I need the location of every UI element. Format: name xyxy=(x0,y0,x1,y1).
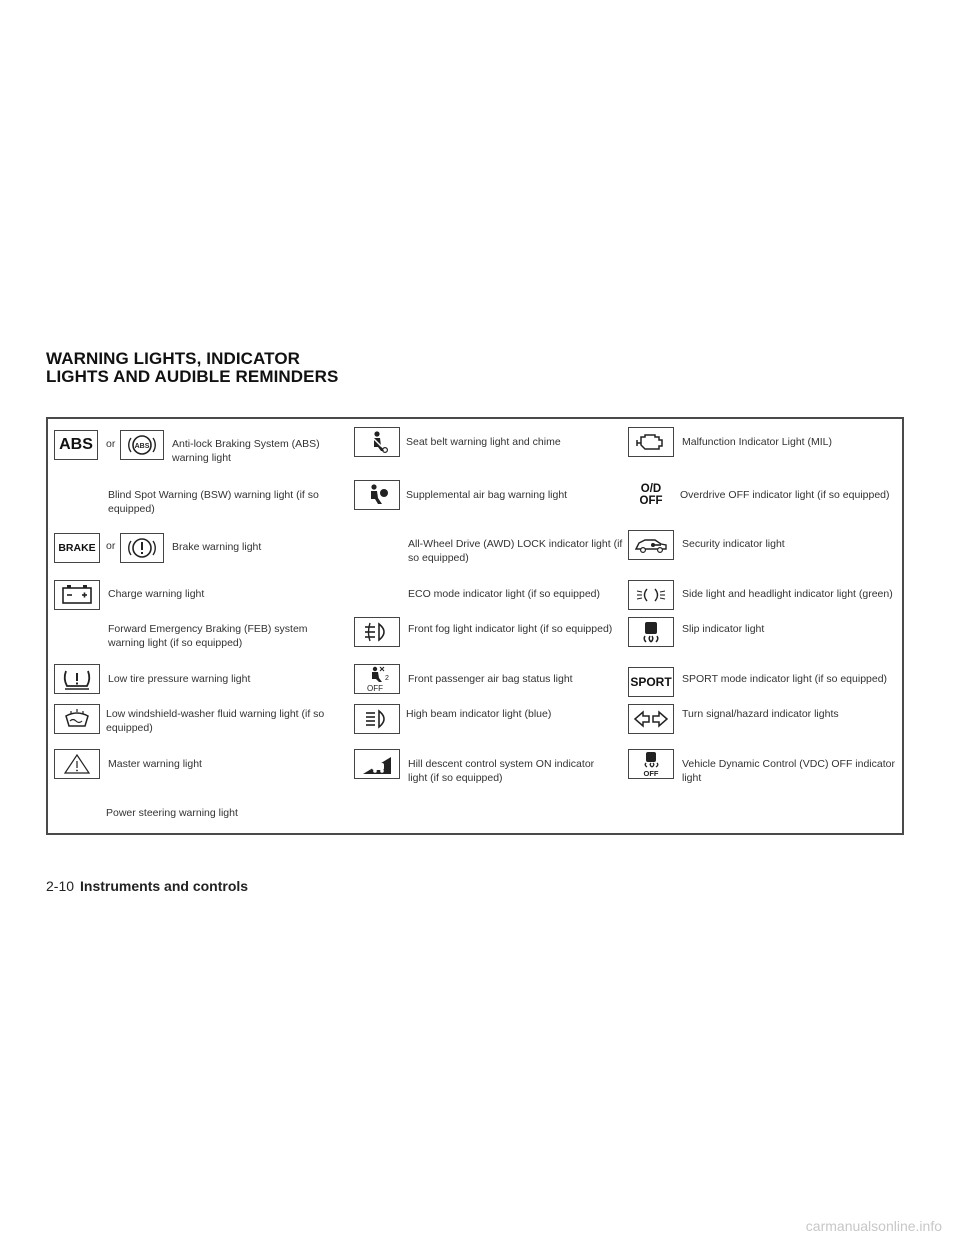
hill-descent-icon xyxy=(354,749,400,779)
page-footer xyxy=(46,878,248,894)
battery-icon xyxy=(54,580,100,610)
col1-item-washer: Low windshield-washer fluid warning light (if so equipped) xyxy=(106,708,325,734)
col3-item-sport: SPORT mode indicator light (if so equipped) xyxy=(682,673,888,685)
sport-icon-label: SPORT xyxy=(630,675,672,689)
master-warning-icon xyxy=(54,749,100,779)
od-off-icon-label: O/D OFF xyxy=(639,483,663,507)
col1-item-tire: Low tire pressure warning light xyxy=(108,673,251,685)
col2-item-awd: All-Wheel Drive (AWD) LOCK indicator light (if so equipped) xyxy=(408,538,623,564)
col3-item-side-light: Side light and headlight indicator light (green) xyxy=(682,588,893,600)
col2-item-hill-descent: Hill descent control system ON indicator light (if so equipped) xyxy=(408,758,595,784)
col3-item-od-off: Overdrive OFF indicator light (if so equipped) xyxy=(680,489,890,501)
tire-pressure-icon xyxy=(54,664,100,694)
airbag-icon xyxy=(354,480,400,510)
section-heading xyxy=(46,350,338,386)
od-off-icon xyxy=(628,480,674,510)
abs-circle-icon-text: ABS xyxy=(134,443,150,450)
fog-light-icon xyxy=(354,617,400,647)
abs-text-icon xyxy=(54,430,98,460)
abs-icon-label: ABS xyxy=(59,436,93,453)
slip-icon xyxy=(628,617,674,647)
warning-lights-table xyxy=(46,417,904,835)
engine-icon xyxy=(628,427,674,457)
or-label: or xyxy=(106,540,116,552)
col3-item-vdc-off: Vehicle Dynamic Control (VDC) OFF indicator light xyxy=(682,758,895,784)
svg-text:2: 2 xyxy=(385,675,389,682)
passenger-airbag-off-text: OFF xyxy=(367,684,383,693)
abs-circle-icon xyxy=(120,430,164,460)
col2-item-passenger-airbag: Front passenger air bag status light xyxy=(408,673,573,685)
or-label: or xyxy=(106,438,116,450)
turn-signal-icon xyxy=(628,704,674,734)
vdc-off-icon xyxy=(628,749,674,779)
sport-text-icon xyxy=(628,667,674,697)
brake-icon-label: BRAKE xyxy=(58,542,96,554)
page-number: 2-10 xyxy=(46,878,75,894)
washer-fluid-icon xyxy=(54,704,100,734)
passenger-airbag-off-icon xyxy=(354,664,400,694)
section-heading-line-1: WARNING LIGHTS, INDICATOR xyxy=(46,349,301,368)
security-icon xyxy=(628,530,674,560)
seat-belt-icon xyxy=(354,427,400,457)
col3-item-security: Security indicator light xyxy=(682,538,785,550)
col1-item-charge: Charge warning light xyxy=(108,588,205,600)
col3-item-mil: Malfunction Indicator Light (MIL) xyxy=(682,436,832,448)
col1-item-power-steering: Power steering warning light xyxy=(106,807,238,819)
section-heading-line-2: LIGHTS AND AUDIBLE REMINDERS xyxy=(46,367,339,386)
col2-item-fog: Front fog light indicator light (if so equipped) xyxy=(408,623,613,635)
brake-text-icon xyxy=(54,533,100,563)
col1-item-master: Master warning light xyxy=(108,758,202,770)
chapter-title: Instruments and controls xyxy=(80,878,249,894)
watermark-text: carmanualsonline.info xyxy=(805,1218,942,1234)
col2-item-airbag: Supplemental air bag warning light xyxy=(406,489,568,501)
col1-item-bsw: Blind Spot Warning (BSW) warning light (if so equipped) xyxy=(108,489,319,515)
col1-item-abs: Anti-lock Braking System (ABS) warning light xyxy=(172,438,320,464)
side-light-icon xyxy=(628,580,674,610)
col2-item-eco: ECO mode indicator light (if so equipped) xyxy=(408,588,601,600)
col3-item-turn-signal: Turn signal/hazard indicator lights xyxy=(682,708,839,720)
col1-item-brake: Brake warning light xyxy=(172,541,262,553)
high-beam-icon xyxy=(354,704,400,734)
brake-circle-icon xyxy=(120,533,164,563)
col2-item-high-beam: High beam indicator light (blue) xyxy=(406,708,552,720)
col2-item-seat-belt: Seat belt warning light and chime xyxy=(406,436,561,448)
col1-item-feb: Forward Emergency Braking (FEB) system warning light (if so equipped) xyxy=(108,623,308,649)
vdc-off-icon-text: OFF xyxy=(643,769,659,778)
col3-item-slip: Slip indicator light xyxy=(682,623,765,635)
